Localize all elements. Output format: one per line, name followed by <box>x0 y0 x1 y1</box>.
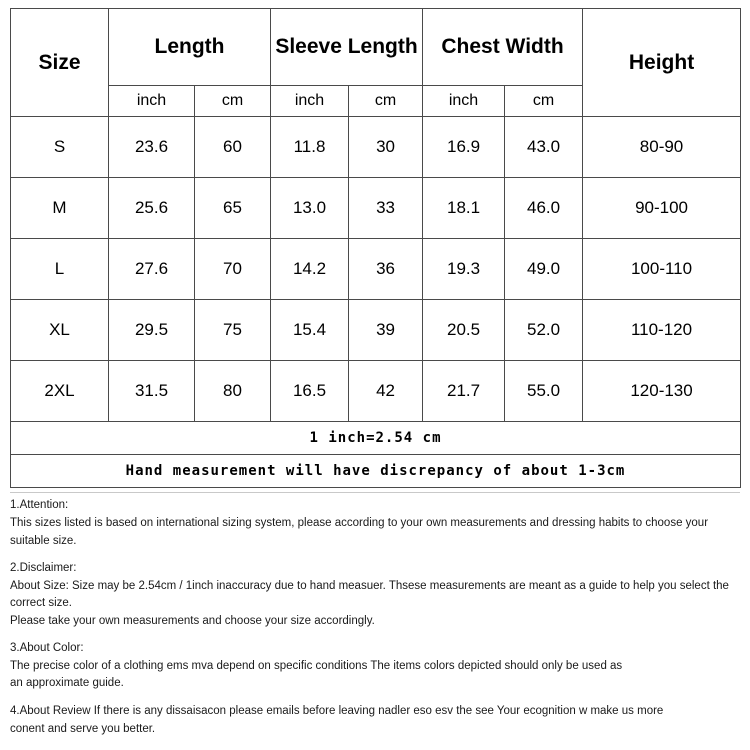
cell-size: S <box>11 117 109 178</box>
cell-length-cm: 75 <box>195 300 271 361</box>
header-chest-width: Chest Width <box>423 9 583 86</box>
cell-chest-inch: 18.1 <box>423 178 505 239</box>
discrepancy-note: Hand measurement will have discrepancy of about 1-3cm <box>11 455 741 488</box>
cell-height-cm: 80-90 <box>583 117 741 178</box>
cell-length-inch: 23.6 <box>109 117 195 178</box>
header-height: Height <box>583 9 741 117</box>
conversion-note-row <box>11 422 741 455</box>
table-row <box>11 361 741 422</box>
table-row <box>11 239 741 300</box>
cell-chest-cm: 55.0 <box>505 361 583 422</box>
unit-chest-cm: cm <box>505 86 583 117</box>
cell-sleeve-inch: 16.5 <box>271 361 349 422</box>
cell-size: L <box>11 239 109 300</box>
cell-sleeve-inch: 11.8 <box>271 117 349 178</box>
cell-height-cm: 100-110 <box>583 239 741 300</box>
cell-size: M <box>11 178 109 239</box>
unit-length-cm: cm <box>195 86 271 117</box>
cell-chest-cm: 43.0 <box>505 117 583 178</box>
cell-sleeve-cm: 39 <box>349 300 423 361</box>
cell-length-inch: 27.6 <box>109 239 195 300</box>
conversion-note: 1 inch=2.54 cm <box>11 422 741 455</box>
cell-length-inch: 25.6 <box>109 178 195 239</box>
cell-sleeve-cm: 33 <box>349 178 423 239</box>
cell-chest-cm: 46.0 <box>505 178 583 239</box>
header-size: Size <box>11 9 109 117</box>
cell-size: 2XL <box>11 361 109 422</box>
note-line: About Size: Size may be 2.54cm / 1inch inaccuracy due to hand measuer. Thsese measurements are meant as a guide to help you select the correct size. <box>10 580 729 610</box>
cell-length-inch: 29.5 <box>109 300 195 361</box>
note-line: This sizes listed is based on international sizing system, please according to your own measurements and dressing habits to choose your suitable size. <box>10 517 709 547</box>
cell-sleeve-inch: 13.0 <box>271 178 349 239</box>
unit-chest-inch: inch <box>423 86 505 117</box>
cell-chest-cm: 52.0 <box>505 300 583 361</box>
table-row <box>11 300 741 361</box>
cell-height-cm: 120-130 <box>583 361 741 422</box>
cell-chest-inch: 21.7 <box>423 361 505 422</box>
cell-height-cm: 110-120 <box>583 300 741 361</box>
cell-size: XL <box>11 300 109 361</box>
cell-height-cm: 90-100 <box>583 178 741 239</box>
note-about-color <box>10 640 740 693</box>
note-line: Please take your own measurements and choose your size accordingly. <box>10 614 375 627</box>
discrepancy-note-row <box>11 455 741 488</box>
cell-chest-cm: 49.0 <box>505 239 583 300</box>
size-table <box>10 8 741 488</box>
cell-sleeve-cm: 42 <box>349 361 423 422</box>
size-table-container <box>10 8 740 488</box>
note-attention <box>10 497 740 550</box>
cell-chest-inch: 20.5 <box>423 300 505 361</box>
note-about-review <box>10 703 740 739</box>
note-line: conent and serve you better. <box>10 722 156 735</box>
note-line: The precise color of a clothing ems mva depend on specific conditions The items colors depicted should only be used as <box>10 660 623 672</box>
cell-sleeve-inch: 15.4 <box>271 300 349 361</box>
note-title: 4.About Review If there is any dissaisacon please emails before leaving nadler eso esv the see Your ecognition w make us more <box>10 704 664 717</box>
note-title: 3.About Color: <box>10 641 84 654</box>
note-title: 2.Disclaimer: <box>10 561 77 574</box>
table-header-row <box>11 9 741 86</box>
note-title: 1.Attention: <box>10 499 69 511</box>
table-row <box>11 117 741 178</box>
table-row <box>11 178 741 239</box>
section-divider <box>10 492 740 493</box>
cell-length-inch: 31.5 <box>109 361 195 422</box>
cell-chest-inch: 19.3 <box>423 239 505 300</box>
cell-length-cm: 70 <box>195 239 271 300</box>
unit-sleeve-inch: inch <box>271 86 349 117</box>
header-sleeve-length: Sleeve Length <box>271 9 423 86</box>
cell-length-cm: 60 <box>195 117 271 178</box>
cell-length-cm: 65 <box>195 178 271 239</box>
cell-chest-inch: 16.9 <box>423 117 505 178</box>
notes-section <box>10 497 740 748</box>
note-disclaimer <box>10 560 740 630</box>
note-line: an approximate guide. <box>10 677 124 690</box>
cell-sleeve-cm: 30 <box>349 117 423 178</box>
unit-sleeve-cm: cm <box>349 86 423 117</box>
header-length: Length <box>109 9 271 86</box>
cell-sleeve-inch: 14.2 <box>271 239 349 300</box>
cell-length-cm: 80 <box>195 361 271 422</box>
unit-length-inch: inch <box>109 86 195 117</box>
cell-sleeve-cm: 36 <box>349 239 423 300</box>
